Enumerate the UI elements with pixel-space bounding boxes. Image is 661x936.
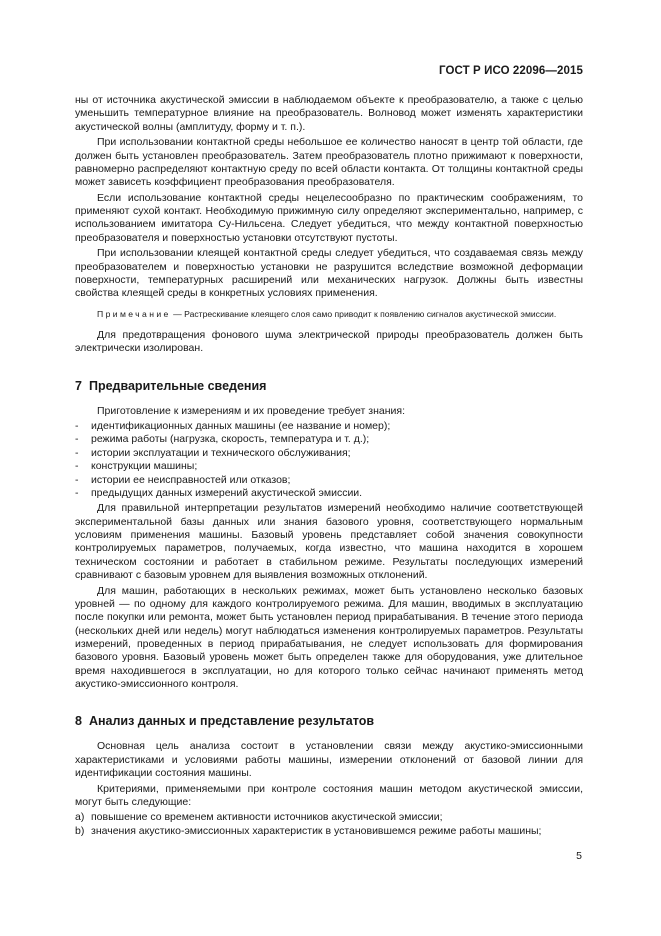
section-title: Предварительные сведения — [88, 378, 267, 393]
list-item: - конструкции машины; — [75, 460, 198, 473]
section-heading — [75, 379, 583, 394]
list-item: a) повышение со временем активности источников акустической эмиссии; — [75, 811, 443, 824]
page-body — [75, 94, 583, 838]
note-text: — Растрескивание клеящего слоя само приводит к появлению сигналов акустической эмиссии. — [173, 308, 557, 319]
section-title: Анализ данных и представление результатов — [88, 714, 375, 729]
paragraph: ны от источника акустической эмиссии в наблюдаемом объекте к преобразователю, а также с целью уменьшить температурное влияние на преобразователь. Волновод может изменять характеристики акустической волны (амплитуду, форму и т. п.). — [75, 94, 583, 133]
list-item: - истории эксплуатации и технического обслуживания; — [75, 446, 351, 459]
paragraph: Критериями, применяемыми при контроле состояния машин методом акустической эмиссии, могут быть следующие: — [75, 782, 583, 808]
criteria-list — [75, 811, 583, 838]
note — [75, 308, 583, 320]
list-item: - идентификационных данных машины (ее название и номер); — [75, 420, 391, 433]
paragraph: Для предотвращения фонового шума электрической природы преобразователь должен быть электрически изолирован. — [75, 328, 583, 355]
requirements-list — [75, 420, 583, 500]
paragraph: Основная цель анализа состоит в установлении связи между акустико-эмиссионными характеристиками и условиями работы машины, измерении отклонений от базовой линии для идентификации состояния машины. — [75, 740, 583, 780]
paragraph: Для машин, работающих в нескольких режимах, может быть установлено несколько базовых уровней — по одному для каждого контролируемого режима. Для машин, вводимых в эксплуатацию после покупки или ремонта, может быть установлен период прирабатывания. В течение этого периода (нескольких дней или недель) могут наблюдаться изменения контролируемых параметров. Результаты измерений, проведенных в период прирабатывания, не следует использовать для формирования базового уровня. Базовый уровень может быть определен также для оборудования, уже длительное время находившегося в эксплуатации, но для которого только сейчас начинают применять метод акустико-эмиссионного контроля. — [75, 584, 583, 691]
document-code: ГОСТ Р ИСО 22096—2015 — [438, 65, 583, 77]
section-heading — [75, 714, 583, 729]
paragraph: При использовании контактной среды небольшое ее количество наносят в центр той области, где должен быть установлен преобразователь. Затем преобразователь плотно прижимают к поверхности, равномерно распределяют контактную среду по всей области контакта. От толщины контактной среды может зависеть коэффициент преобразования преобразователя. — [75, 136, 583, 189]
section-number: 8 — [75, 714, 82, 729]
paragraph: Для правильной интерпретации результатов измерений необходимо наличие соответствующей экспериментальной базы данных или знания базового уровня, соответствующего нормальным условиям применения машины. Базовый уровень представляет собой значения совокупности контролируемых параметров, получаемых, когда известно, что машина находится в хорошем техническом состоянии и работает в стабильном режиме. Результаты последующих измерений сравнивают с базовым уровнем для выявления возможных отклонений. — [75, 502, 583, 582]
page-number: 5 — [576, 850, 582, 862]
list-item: - режима работы (нагрузка, скорость, температура и т. д.); — [75, 433, 370, 446]
list-item: - истории ее неисправностей или отказов; — [75, 473, 291, 486]
section-number: 7 — [75, 378, 82, 393]
paragraph: Приготовление к измерениям и их проведение требует знания: — [97, 404, 405, 417]
paragraph: Если использование контактной среды нецелесообразно по практическим соображениям, то применяют сухой контакт. Необходимую прижимную силу определяют экспериментально, например, с использованием имитатора Су-Нильсена. Следует убедиться, что между контактной поверхностью преобразователя и поверхностью установки отсутствуют пустоты. — [75, 191, 583, 244]
list-item: b) значения акустико-эмиссионных характеристик в установившемся режиме работы машины; — [75, 824, 542, 837]
note-label: Примечание — [97, 308, 171, 319]
paragraph: При использовании клеящей контактной среды следует убедиться, что создаваемая связь между преобразователем и поверхностью установки не разрушится вследствие возможной деформации поверхности, температурных расширений или механических нагрузок. Должны быть известны свойства клеящей среды в конкретных условиях применения. — [75, 247, 583, 300]
list-item: - предыдущих данных измерений акустической эмиссии. — [75, 486, 363, 499]
